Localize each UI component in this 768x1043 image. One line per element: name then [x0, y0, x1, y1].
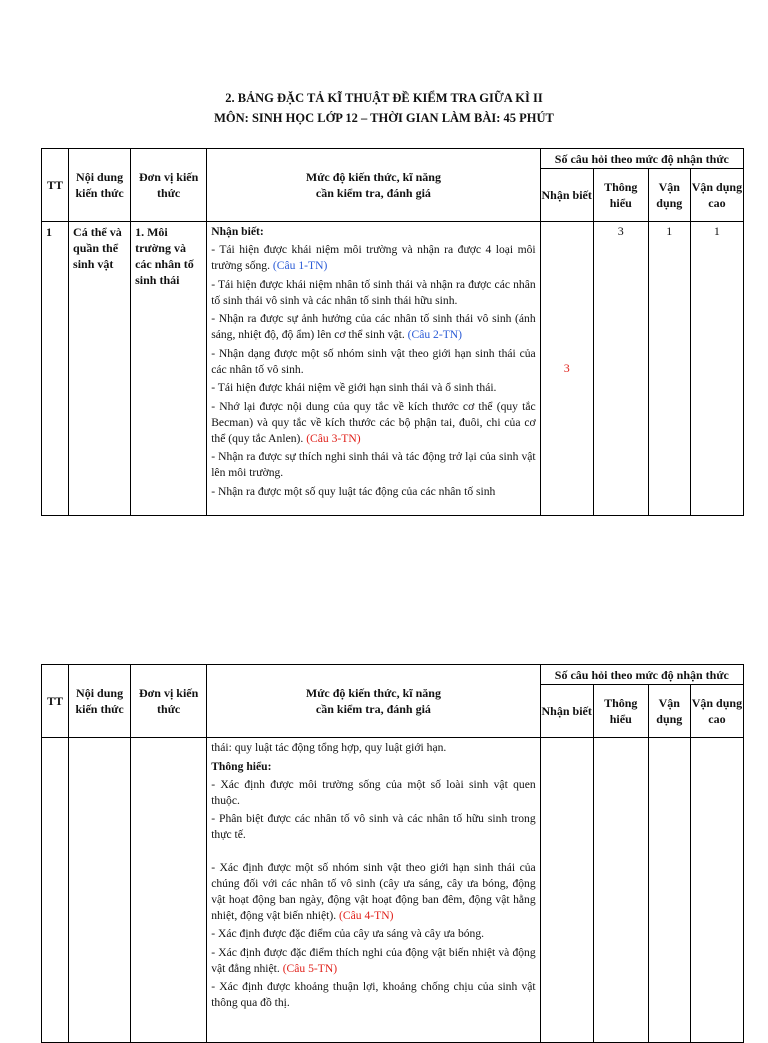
question-ref-tag: (Câu 5-TN): [282, 961, 338, 975]
spacer: [211, 846, 535, 860]
question-ref-tag: (Câu 1-TN): [272, 259, 328, 272]
header-nhan-biet: Nhận biết: [540, 169, 593, 222]
header-muc-do-line2: cần kiểm tra, đánh giá: [315, 702, 431, 716]
row-don-vi: 1. Môi trường và các nhân tố sinh thái: [131, 222, 207, 516]
header-van-dung: Vận dụng: [648, 685, 690, 738]
header-don-vi: Đơn vị kiến thức: [131, 665, 207, 738]
criteria-item: [211, 449, 535, 481]
header-van-dung: Vận dụng: [648, 169, 690, 222]
row-tt-empty: [42, 738, 69, 1043]
count-thong-hieu: 3: [593, 222, 648, 516]
nhan-biet-items: [211, 242, 535, 500]
criteria-text: - Tái hiện được khái niệm nhân tố sinh thái và nhận ra được các nhân tố sinh thái vô sinh và các nhân tố sinh thái hữu sinh.: [211, 277, 536, 307]
criteria-item: [211, 277, 535, 309]
count-nhan-biet: 3: [540, 222, 593, 516]
criteria-text: - Xác định được một số nhóm sinh vật theo giới hạn sinh thái của chúng đối với các nhân tố vô sinh (cây ưa sáng, cây ưa bóng, động vật hoạt động ban ngày, động vật hoạt động ban đêm, động vật hằng nhiệt, động vật biến nhiệt).: [211, 860, 536, 922]
header-so-cau: Số câu hỏi theo mức độ nhận thức: [540, 149, 743, 169]
criteria-text: - Nhận ra được sự ảnh hưởng của các nhân tố sinh thái vô sinh (ánh sáng, nhiệt độ, độ ẩm) lên cơ thể sinh vật.: [211, 312, 536, 341]
row1-content: [207, 222, 539, 515]
header-thong-hieu: Thông hiểu: [593, 169, 648, 222]
row-muc-do: [207, 222, 540, 516]
criteria-text: - Nhận ra được một số quy luật tác động của các nhân tố sinh: [211, 484, 496, 498]
criteria-item: [211, 242, 535, 274]
count-van-dung-empty: [648, 738, 690, 1043]
criteria-item: [211, 484, 535, 500]
spec-table-page1: [41, 148, 744, 516]
header-muc-do-line2: cần kiểm tra, đánh giá: [315, 186, 431, 200]
row2-content: [207, 738, 539, 1042]
thong-hieu-items: [211, 777, 535, 1012]
nhan-biet-heading: Nhận biết:: [211, 225, 264, 238]
row-tt: 1: [42, 222, 69, 516]
header-thong-hieu: Thông hiểu: [593, 685, 648, 738]
header-so-cau: Số câu hỏi theo mức độ nhận thức: [540, 665, 743, 685]
criteria-text: - Tái hiện được khái niệm về giới hạn sinh thái và ổ sinh thái.: [211, 381, 497, 394]
count-van-dung-cao: 1: [690, 222, 743, 516]
criteria-text: - Nhận dạng được một số nhóm sinh vật theo giới hạn sinh thái của các nhân tố vô sinh.: [211, 346, 536, 376]
criteria-text: - Phân biệt được các nhân tố vô sinh và các nhân tố hữu sinh trong thực tế.: [211, 812, 536, 841]
header-don-vi: Đơn vị kiến thức: [131, 149, 207, 222]
continuation-text: thái: quy luật tác động tổng hợp, quy luật giới hạn.: [211, 741, 447, 754]
criteria-item: [211, 945, 535, 977]
header-tt: TT: [42, 665, 69, 738]
header-noi-dung: Nội dung kiến thức: [69, 149, 131, 222]
criteria-item: [211, 777, 535, 809]
question-ref-tag: (Câu 4-TN): [339, 908, 394, 922]
header-muc-do-line1: Mức độ kiến thức, kĩ năng: [305, 170, 441, 184]
spec-table-page2: [41, 664, 744, 1043]
criteria-text: - Xác định được đặc điểm của cây ưa sáng và cây ưa bóng.: [211, 927, 485, 940]
criteria-item: [211, 860, 535, 924]
question-ref-tag: (Câu 3-TN): [306, 431, 361, 445]
header-muc-do-line1: Mức độ kiến thức, kĩ năng: [305, 686, 441, 700]
count-thong-hieu-empty: [593, 738, 648, 1043]
thong-hieu-heading: Thông hiểu:: [211, 759, 272, 773]
document-title: 2. BẢNG ĐẶC TẢ KĨ THUẬT ĐỀ KIỂM TRA GIỮA KÌ II: [225, 91, 543, 105]
header-nhan-biet: Nhận biết: [540, 685, 593, 738]
criteria-item: [211, 926, 535, 942]
criteria-text: - Tái hiện được khái niệm môi trường và nhận ra được 4 loại môi trường sống.: [211, 243, 536, 272]
header-noi-dung: Nội dung kiến thức: [69, 665, 131, 738]
count-van-dung: 1: [648, 222, 690, 516]
row-don-vi-empty: [131, 738, 207, 1043]
document-subtitle: MÔN: SINH HỌC LỚP 12 – THỜI GIAN LÀM BÀI: 45 PHÚT: [214, 111, 554, 125]
question-ref-tag: (Câu 2-TN): [407, 328, 463, 341]
criteria-text: - Nhận ra được sự thích nghi sinh thái và tác động trở lại của sinh vật lên môi trường.: [211, 450, 536, 479]
criteria-text: - Xác định được môi trường sống của một số loài sinh vật quen thuộc.: [211, 777, 536, 807]
criteria-text: - Xác định được đặc điểm thích nghi của động vật biến nhiệt và động vật đẳng nhiệt.: [211, 945, 536, 975]
header-van-dung-cao: Vận dụng cao: [690, 169, 743, 222]
criteria-item: [211, 399, 535, 447]
row-muc-do: [207, 738, 540, 1043]
criteria-item: [211, 311, 535, 343]
criteria-item: [211, 979, 535, 1011]
criteria-item: [211, 346, 535, 378]
header-muc-do: [207, 665, 540, 738]
header-tt: TT: [42, 149, 69, 222]
header-muc-do: [207, 149, 540, 222]
count-van-dung-cao-empty: [690, 738, 743, 1043]
criteria-item: [211, 811, 535, 843]
count-nhan-biet-empty: [540, 738, 593, 1043]
row-noi-dung: Cá thể và quần thể sinh vật: [69, 222, 131, 516]
criteria-item: [211, 380, 535, 396]
criteria-text: - Nhớ lại được nội dung của quy tắc về kích thước cơ thể (quy tắc Becman) và quy tắc về kích thước các bộ phận tai, đuôi, chi của cơ thể (quy tắc Anlen).: [211, 399, 536, 445]
header-van-dung-cao: Vận dụng cao: [690, 685, 743, 738]
criteria-text: - Xác định được khoảng thuận lợi, khoảng chống chịu của sinh vật thông qua đồ thị.: [211, 980, 536, 1009]
row-noi-dung-empty: [69, 738, 131, 1043]
